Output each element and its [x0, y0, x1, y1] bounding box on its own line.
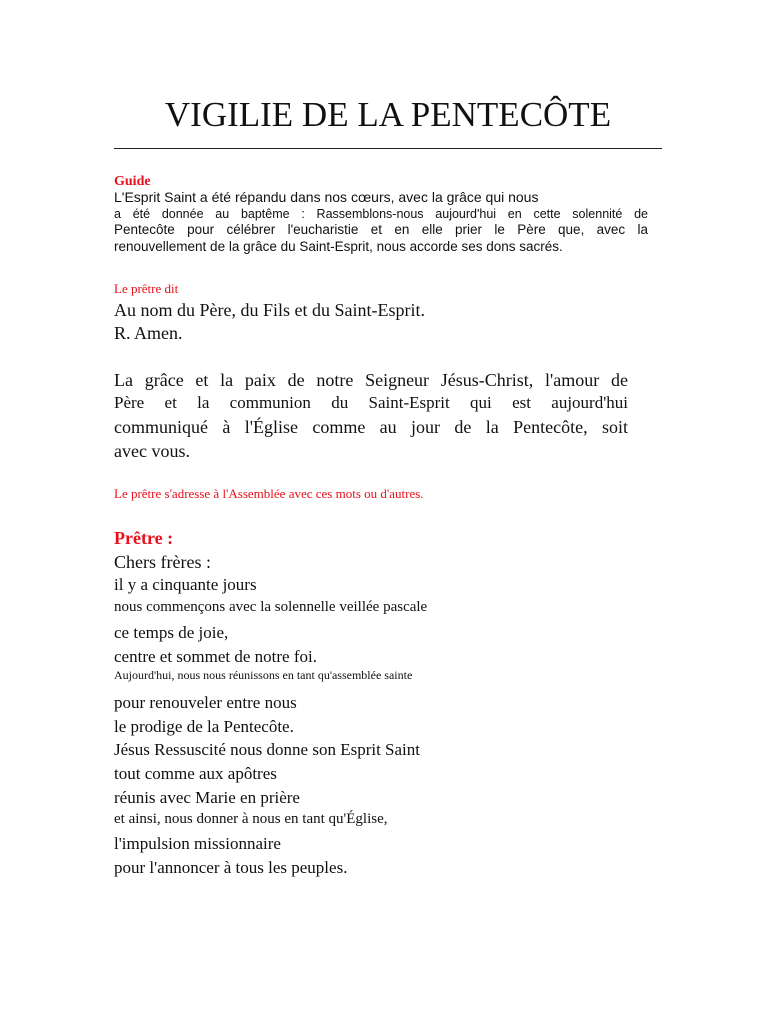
priest-says-label: Le prêtre dit: [114, 281, 179, 296]
homily-line: pour renouveler entre nous: [114, 693, 297, 712]
invocation-line: Au nom du Père, du Fils et du Saint-Esprit.: [114, 300, 425, 320]
grace-line-1: La grâce et la paix de notre Seigneur Jésus-Christ, l'amour de: [114, 370, 628, 390]
homily-line: Aujourd'hui, nous nous réunissons en tant qu'assemblée sainte: [114, 668, 413, 682]
homily-line: Chers frères :: [114, 552, 211, 572]
homily-line: il y a cinquante jours: [114, 575, 257, 594]
grace-line-4: avec vous.: [114, 441, 190, 461]
grace-line-3: communiqué à l'Église comme au jour de la Pentecôte, soit: [114, 417, 628, 437]
homily-line: le prodige de la Pentecôte.: [114, 717, 294, 736]
response-amen: R. Amen.: [114, 323, 183, 343]
priest-label: Prêtre :: [114, 528, 174, 548]
guide-text-line-1: L'Esprit Saint a été répandu dans nos cœurs, avec la grâce qui nous: [114, 189, 539, 205]
homily-line: l'impulsion missionnaire: [114, 834, 281, 853]
homily-line: centre et sommet de notre foi.: [114, 647, 317, 666]
homily-line: pour l'annoncer à tous les peuples.: [114, 858, 348, 877]
guide-text-line-4: renouvellement de la grâce du Saint-Esprit, nous accorde ses dons sacrés.: [114, 239, 563, 254]
rubric-note: Le prêtre s'adresse à l'Assemblée avec ces mots ou d'autres.: [114, 486, 424, 501]
guide-label: Guide: [114, 174, 151, 189]
homily-line: ce temps de joie,: [114, 623, 229, 642]
guide-text-line-2: a été donnée au baptême : Rassemblons-nous aujourd'hui en cette solennité de: [114, 207, 648, 221]
homily-line: Jésus Ressuscité nous donne son Esprit Saint: [114, 740, 420, 759]
grace-line-2: Père et la communion du Saint-Esprit qui est aujourd'hui: [114, 393, 628, 412]
page-title: VIGILIE DE LA PENTECÔTE: [164, 95, 612, 134]
guide-text-line-3: Pentecôte pour célébrer l'eucharistie et en elle prier le Père que, avec la: [114, 222, 648, 237]
homily-line: nous commençons avec la solennelle veillée pascale: [114, 599, 428, 615]
homily-line: tout comme aux apôtres: [114, 764, 277, 783]
title-divider: [114, 148, 662, 149]
homily-line: réunis avec Marie en prière: [114, 788, 300, 807]
homily-line: et ainsi, nous donner à nous en tant qu'Église,: [114, 811, 388, 827]
